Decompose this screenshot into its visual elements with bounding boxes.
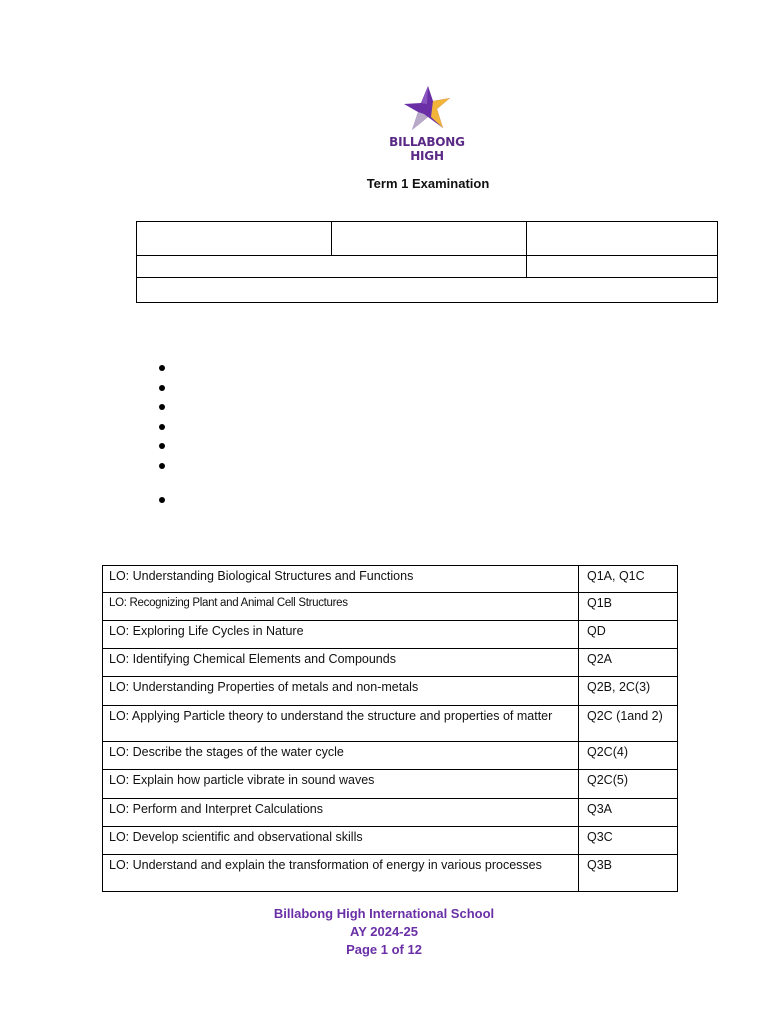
learning-objectives-table [102,565,678,892]
lo-text: LO: Explain how particle vibrate in sound waves [103,770,579,799]
question-ref: Q2C(4) [579,742,678,770]
page-footer [0,905,768,959]
question-ref: Q1A, Q1C [579,566,678,593]
question-ref: Q3C [579,827,678,855]
info-cell [137,222,332,256]
info-cell [527,256,718,278]
lo-text: LO: Understand and explain the transformation of energy in various processes [103,855,579,892]
info-cell [137,278,718,303]
page-title: Term 1 Examination [366,176,490,191]
logo-wordmark: BILLABONG HIGH [389,135,465,163]
info-cell [137,256,527,278]
question-ref: Q1B [579,593,678,621]
question-ref: Q2C (1and 2) [579,706,678,742]
info-cell [332,222,527,256]
student-info-table [136,221,718,303]
lo-text: LO: Exploring Life Cycles in Nature [103,621,579,649]
lo-text: LO: Understanding Properties of metals and non-metals [103,677,579,706]
question-ref: Q2C(5) [579,770,678,799]
school-logo [372,84,482,163]
footer-school-name: Billabong High International School [273,906,495,921]
star-logo-icon [400,84,454,134]
lo-text: LO: Perform and Interpret Calculations [103,799,579,827]
lo-text: LO: Identifying Chemical Elements and Compounds [103,649,579,677]
info-cell [527,222,718,256]
lo-text: LO: Applying Particle theory to understand the structure and properties of matter [103,706,579,742]
footer-page-number: Page 1 of 12 [346,942,422,957]
question-ref: Q3A [579,799,678,827]
lo-text: LO: Understanding Biological Structures and Functions [103,566,579,593]
lo-text: LO: Develop scientific and observational skills [103,827,579,855]
question-ref: Q2B, 2C(3) [579,677,678,706]
question-ref: Q2A [579,649,678,677]
lo-text: LO: Recognizing Plant and Animal Cell Structures [103,593,579,621]
lo-text: LO: Describe the stages of the water cycle [103,742,579,770]
question-ref: Q3B [579,855,678,892]
question-ref: QD [579,621,678,649]
footer-academic-year: AY 2024-25 [350,924,418,939]
